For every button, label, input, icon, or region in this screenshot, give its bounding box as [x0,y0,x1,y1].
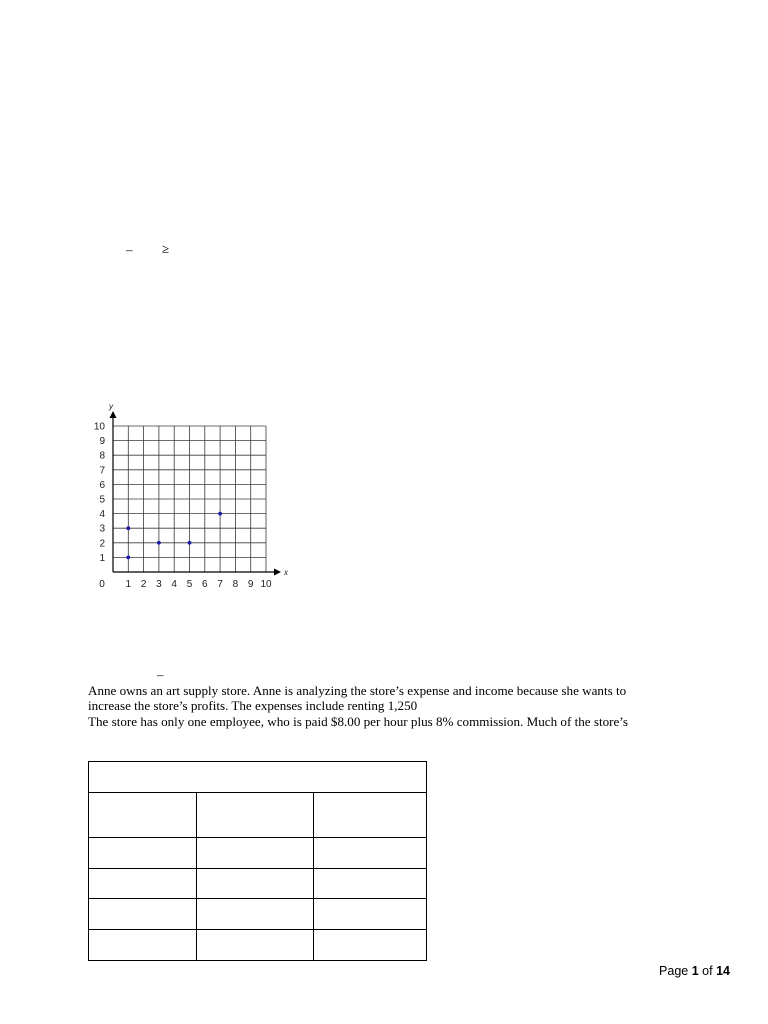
page-of-label: of [702,964,713,978]
y-tick-label: 8 [99,450,105,462]
x-tick-label: 9 [247,579,254,590]
table-header-row [89,793,427,838]
table-header-cell [89,793,197,838]
table-cell [89,838,197,869]
table-row [89,869,427,899]
data-point [218,512,222,516]
problem-text-line-2: increase the store’s profits. The expenses include renting 1,250 [88,698,418,713]
table-cell [314,930,427,961]
data-point [126,526,130,530]
y-tick-label: 1 [99,552,105,564]
x-axis-label: x [284,568,288,577]
table-cell [89,899,197,930]
page-label: Page [659,964,689,978]
tick-labels [94,402,289,590]
table-cell [89,869,197,899]
table-title-cell [89,762,427,793]
table-title-row [89,762,427,793]
y-tick-label: 7 [99,465,105,477]
x-tick-label: 5 [186,579,193,590]
table-cell [89,930,197,961]
data-point [126,556,130,560]
coordinate-grid-chart [88,398,298,593]
dash-mark: – [157,667,164,682]
problem-text-line-1: Anne owns an art supply store. Anne is analyzing the store’s expense and income because she wants to [88,683,627,698]
x-tick-label: 4 [171,579,177,590]
table-cell [314,838,427,869]
data-point [157,541,161,545]
data-table [88,761,427,961]
y-tick-label: 2 [99,538,105,550]
problem-text-line-3: The store has only one employee, who is paid $8.00 per hour plus 8% commission. Much of the store’s [88,714,629,729]
x-tick-label: 1 [125,579,132,590]
table-cell [197,869,314,899]
y-tick-label: 6 [99,479,105,491]
x-tick-label: 2 [140,579,147,590]
table-cell [314,869,427,899]
current-page: 1 [691,964,699,978]
x-tick-label: 3 [156,579,162,590]
table-header-cell [197,793,314,838]
table-cell [197,930,314,961]
y-axis-label: y [109,402,113,411]
origin-label: 0 [99,579,105,590]
data-point [188,541,192,545]
table-header-cell [314,793,427,838]
table-row [89,838,427,869]
x-axis-arrowhead [274,569,281,576]
x-tick-label: 10 [260,579,272,590]
y-tick-label: 5 [99,494,105,506]
x-tick-label: 8 [232,579,239,590]
greater-than-or-equal-sign: ≥ [162,241,170,256]
y-tick-label: 4 [99,509,105,521]
y-axis-arrowhead [110,411,117,418]
minus-sign: – [126,242,133,257]
grid-lines [113,426,266,572]
axes [110,411,282,576]
y-tick-label: 9 [99,436,105,448]
y-tick-label: 3 [99,523,105,535]
table-cell [197,899,314,930]
x-tick-label: 6 [202,579,208,590]
total-pages: 14 [716,964,730,978]
x-tick-label: 7 [217,579,223,590]
table-cell [314,899,427,930]
page-number [659,964,730,978]
table-cell [197,838,314,869]
table-row [89,930,427,961]
y-tick-label: 10 [93,421,105,433]
table-row [89,899,427,930]
